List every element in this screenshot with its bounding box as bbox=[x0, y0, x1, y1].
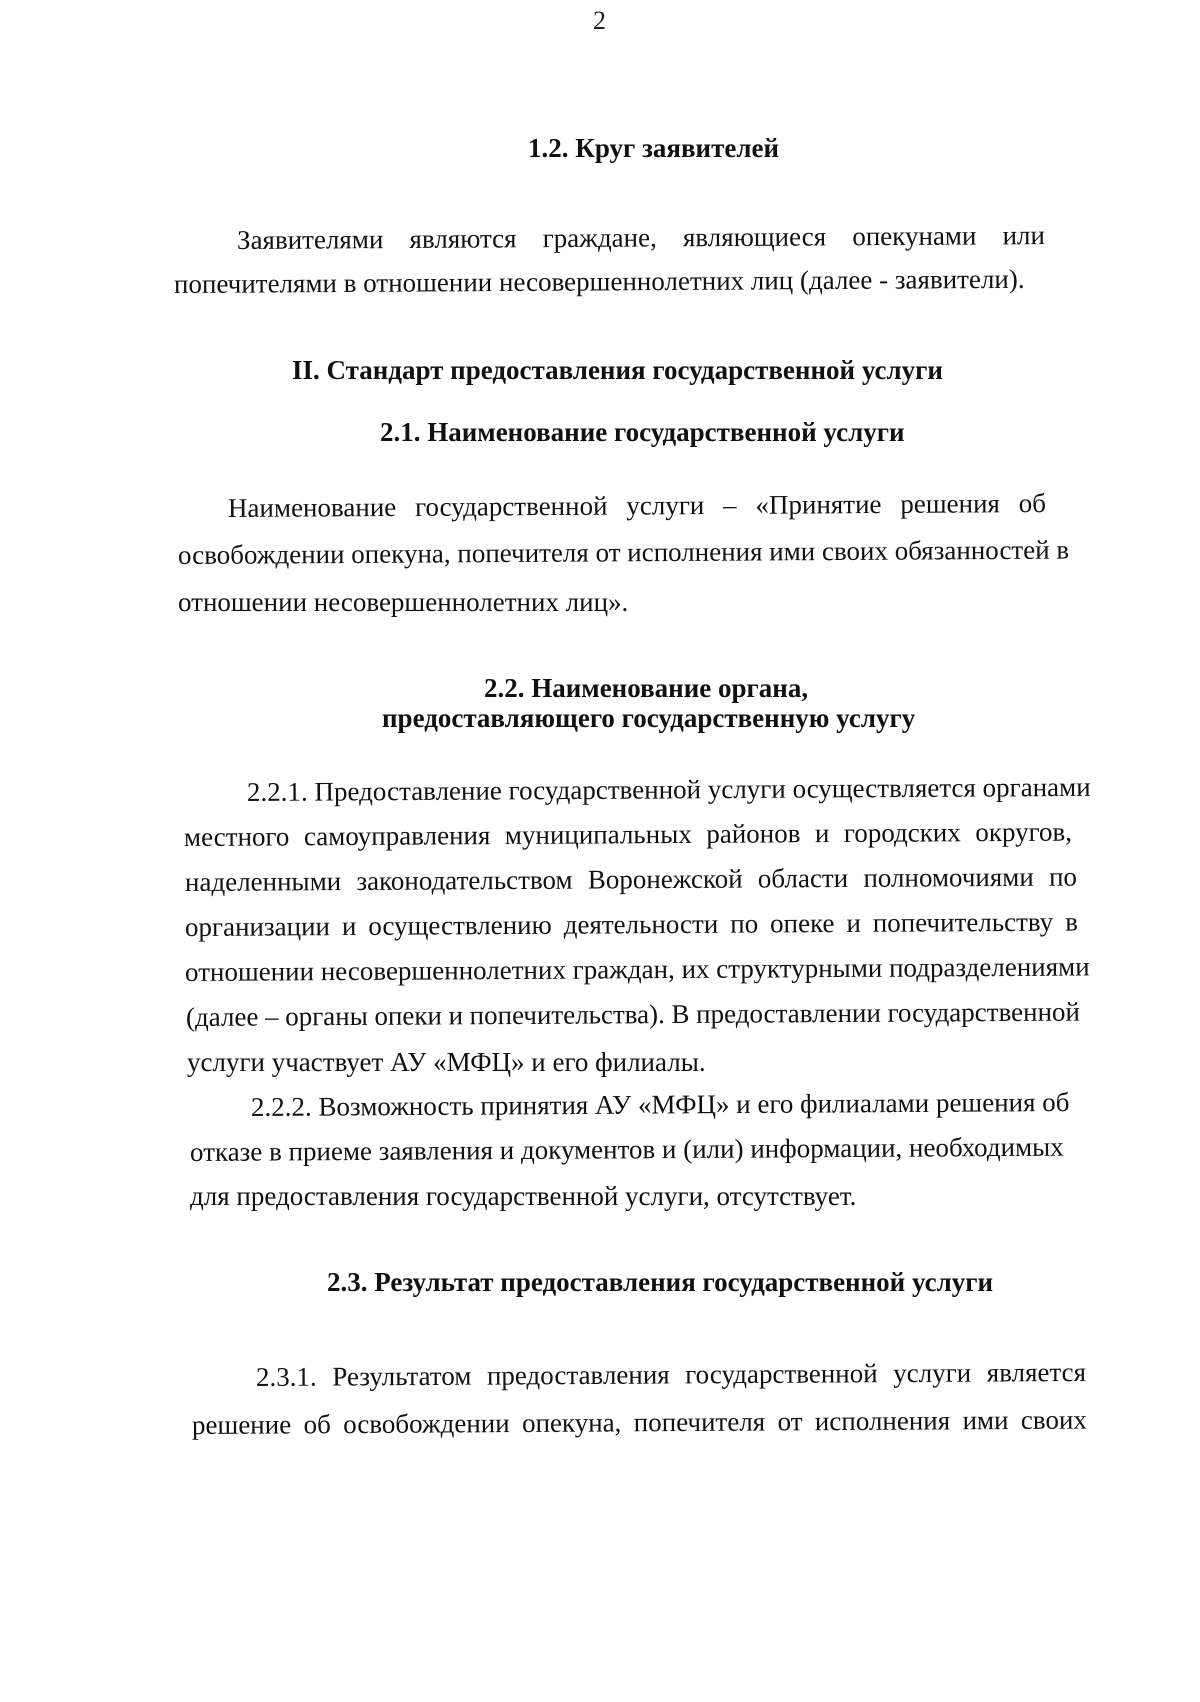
paragraph-line: попечителями в отношении несовершеннолетних лиц (далее - заявители). bbox=[173, 263, 1025, 299]
word: опеки bbox=[374, 1000, 443, 1031]
word: Заявителями bbox=[236, 224, 384, 255]
word: граждане, bbox=[542, 222, 657, 254]
word: попечительства). bbox=[469, 999, 665, 1031]
word: исполнения bbox=[814, 1405, 951, 1437]
paragraph-line: освобождении опекуна, попечителя от исполнения ими своих обязанностей в bbox=[177, 534, 1070, 570]
word: округов, bbox=[975, 816, 1073, 848]
paragraph-line: отношении несовершеннолетних граждан, их структурными подразделениями bbox=[184, 951, 1090, 987]
word: «Принятие bbox=[755, 489, 882, 520]
word: об bbox=[303, 1409, 331, 1440]
word: являются bbox=[409, 223, 517, 254]
paragraph-line bbox=[237, 220, 1045, 256]
word: по bbox=[730, 908, 759, 939]
section-heading-2-1: 2.1. Наименование государственной услуги bbox=[380, 417, 905, 447]
word: государственной bbox=[414, 490, 608, 522]
word: попечительству bbox=[872, 906, 1054, 938]
word: государственной bbox=[887, 996, 1081, 1028]
word: являющиеся bbox=[682, 221, 827, 253]
paragraph-line: для предоставления государственной услуги, отсутствует. bbox=[190, 1181, 857, 1211]
word: предоставления bbox=[486, 1359, 670, 1391]
word: и bbox=[814, 818, 830, 849]
paragraph-line: 2.2.2. Возможность принятия АУ «МФЦ» и его филиалами решения об bbox=[250, 1087, 1070, 1122]
section-heading-2-2-cont: предоставляющего государственную услугу bbox=[382, 703, 916, 733]
paragraph-line bbox=[186, 997, 1080, 1033]
word: Результатом bbox=[332, 1360, 472, 1392]
word: опеке bbox=[769, 908, 835, 939]
chapter-heading-2: II. Стандарт предоставления государственной услуги bbox=[292, 355, 943, 385]
word: своих bbox=[1020, 1404, 1087, 1435]
word: или bbox=[1002, 220, 1046, 251]
word: (далее bbox=[185, 1001, 259, 1032]
word: и bbox=[448, 1000, 464, 1031]
word: по bbox=[1048, 861, 1078, 892]
word: решение bbox=[191, 1409, 292, 1440]
word: и bbox=[341, 910, 357, 942]
word: опекуна, bbox=[521, 1407, 622, 1438]
word: области bbox=[757, 862, 849, 894]
word: в bbox=[1065, 906, 1078, 937]
paragraph-line bbox=[228, 488, 1046, 524]
word: ими bbox=[962, 1405, 1009, 1436]
word: решения bbox=[900, 488, 1000, 519]
word: от bbox=[777, 1406, 803, 1437]
paragraph-line bbox=[256, 1357, 1086, 1393]
paragraph-line: отказе в приеме заявления и документов и (или) информации, необходимых bbox=[189, 1131, 1064, 1167]
word: предоставлении bbox=[696, 997, 881, 1029]
word: 2.3.1. bbox=[255, 1361, 317, 1392]
paragraph-line: услуги участвует АУ «МФЦ» и его филиалы. bbox=[187, 1047, 706, 1077]
word: полномочиями bbox=[863, 861, 1034, 893]
word: законодательством bbox=[356, 864, 573, 896]
paragraph-line bbox=[185, 862, 1077, 898]
word: районов bbox=[706, 818, 801, 849]
word: осуществлению bbox=[368, 909, 552, 941]
page-number: 2 bbox=[593, 6, 606, 35]
word: Воронежской bbox=[587, 863, 743, 895]
word: опекунами bbox=[852, 220, 977, 252]
paragraph-line bbox=[184, 817, 1072, 853]
word: наделенными bbox=[184, 866, 342, 897]
word: услуги bbox=[626, 490, 705, 521]
section-heading-2-2: 2.2. Наименование органа, bbox=[484, 673, 809, 703]
word: попечителя bbox=[633, 1406, 766, 1438]
paragraph-line bbox=[192, 1405, 1087, 1441]
section-heading-1-2: 1.2. Круг заявителей bbox=[528, 133, 780, 163]
paragraph-line bbox=[185, 907, 1078, 943]
word: – bbox=[723, 489, 737, 520]
word: организации bbox=[184, 911, 331, 942]
paragraph-line: отношении несовершеннолетних лиц». bbox=[178, 587, 629, 617]
word: муниципальных bbox=[504, 818, 692, 851]
word: Наименование bbox=[227, 491, 397, 523]
word: и bbox=[846, 907, 861, 938]
section-heading-2-3: 2.3. Результат предоставления государственной услуги bbox=[327, 1267, 994, 1297]
word: городских bbox=[843, 817, 961, 848]
word: освобождении bbox=[343, 1408, 510, 1440]
paragraph-line: 2.2.1. Предоставление государственной услуги осуществляется органами bbox=[246, 771, 1091, 807]
word: самоуправления bbox=[303, 820, 491, 852]
word: органы bbox=[285, 1000, 368, 1032]
word: об bbox=[1018, 488, 1047, 519]
word: местного bbox=[183, 821, 290, 852]
word: услуги bbox=[893, 1357, 972, 1389]
word: государственной bbox=[685, 1358, 878, 1390]
word: деятельности bbox=[563, 908, 719, 940]
word: В bbox=[671, 998, 690, 1030]
word: – bbox=[264, 1001, 279, 1032]
word: является bbox=[986, 1356, 1087, 1388]
